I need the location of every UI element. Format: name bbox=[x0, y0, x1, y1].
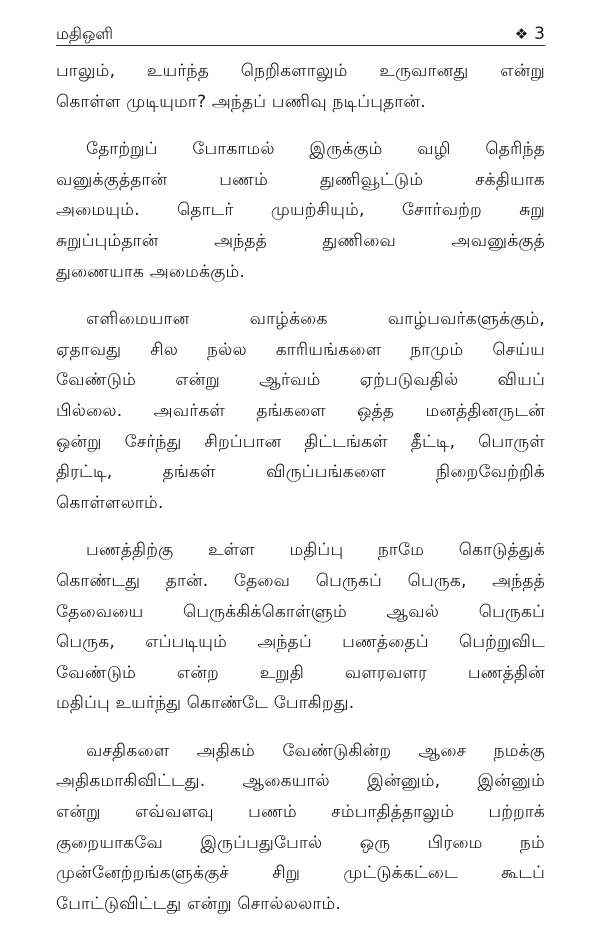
text-line: தேவையை பெருக்கிக்கொள்ளும் ஆவல் பெருகப் bbox=[56, 601, 545, 622]
text-line: துணையாக அமைக்கும். bbox=[56, 261, 245, 282]
paragraph bbox=[56, 736, 545, 920]
text-line: பாலும், உயர்ந்த நெறிகளாலும் உருவானது என்று bbox=[56, 61, 545, 81]
text-line: கொள்ள முடியுமா? அந்தப் பணிவு நடிப்புதான். bbox=[56, 91, 426, 112]
text-line: சுறுப்பும்தான் அந்தத் துணிவை அவனுக்குத் bbox=[56, 230, 545, 251]
page-number-group bbox=[515, 24, 545, 44]
text-line: பணத்திற்கு உள்ள மதிப்பு நாமே கொடுத்துக் bbox=[86, 540, 545, 561]
text-line: திரட்டி, தங்கள் விருப்பங்களை நிறைவேற்றிக் bbox=[56, 462, 545, 483]
text-line: மதிப்பு உயர்ந்து கொண்டே போகிறது. bbox=[56, 693, 355, 714]
text-line: கொண்டது தான். தேவை பெருகப் பெருக, அந்தத் bbox=[56, 570, 545, 591]
text-line: வசதிகளை அதிகம் வேண்டுகின்ற ஆசை நமக்கு bbox=[86, 740, 545, 761]
text-line: வேண்டும் என்று ஆர்வம் ஏற்படுவதில் வியப் bbox=[56, 370, 545, 391]
text-line: என்று எவ்வளவு பணம் சம்பாதித்தாலும் பற்றாக் bbox=[56, 802, 545, 823]
text-line: கொள்ளலாம். bbox=[56, 492, 164, 513]
text-line: குறையாகவே இருப்பதுபோல் ஒரு பிரமை நம் bbox=[56, 832, 545, 853]
ornament-icon: ❖ bbox=[514, 24, 529, 43]
text-line: அமையும். தொடர் முயற்சியும், சோர்வற்ற சுறு bbox=[56, 200, 545, 221]
page-number: 3 bbox=[534, 24, 545, 44]
text-line: போட்டுவிட்டது என்று சொல்லலாம். bbox=[56, 893, 341, 914]
text-line: வனுக்குத்தான் பணம் துணிவூட்டும் சக்தியாக bbox=[56, 169, 545, 190]
text-line: பெருக, எப்படியும் அந்தப் பணத்தைப் பெற்றுவிட bbox=[56, 632, 545, 653]
text-line: ஒன்று சேர்ந்து சிறப்பான திட்டங்கள் தீட்டி, பொருள் bbox=[56, 431, 545, 452]
text-line: எளிமையான வாழ்க்கை வாழ்பவர்களுக்கும், bbox=[86, 309, 545, 330]
text-line: பில்லை. அவர்கள் தங்களை ஒத்த மனத்தினருடன் bbox=[56, 400, 545, 421]
text-line: வேண்டும் என்ற உறுதி வளரவளர பணத்தின் bbox=[56, 662, 545, 683]
paragraph bbox=[56, 56, 545, 117]
body-text bbox=[56, 56, 545, 936]
running-header bbox=[56, 18, 545, 44]
running-title: மதிஒளி bbox=[56, 24, 114, 43]
text-line: முன்னேற்றங்களுக்குச் சிறு முட்டுக்கட்டை கூடப் bbox=[56, 863, 545, 884]
paragraph bbox=[56, 304, 545, 518]
text-line: ஏதாவது சில நல்ல காரியங்களை நாமும் செய்ய bbox=[56, 339, 545, 360]
paragraph bbox=[56, 134, 545, 287]
header-rule bbox=[56, 45, 545, 46]
text-line: தோற்றுப் போகாமல் இருக்கும் வழி தெரிந்த bbox=[86, 139, 545, 160]
paragraph bbox=[56, 535, 545, 719]
text-line: அதிகமாகிவிட்டது. ஆகையால் இன்னும், இன்னும் bbox=[56, 771, 545, 792]
